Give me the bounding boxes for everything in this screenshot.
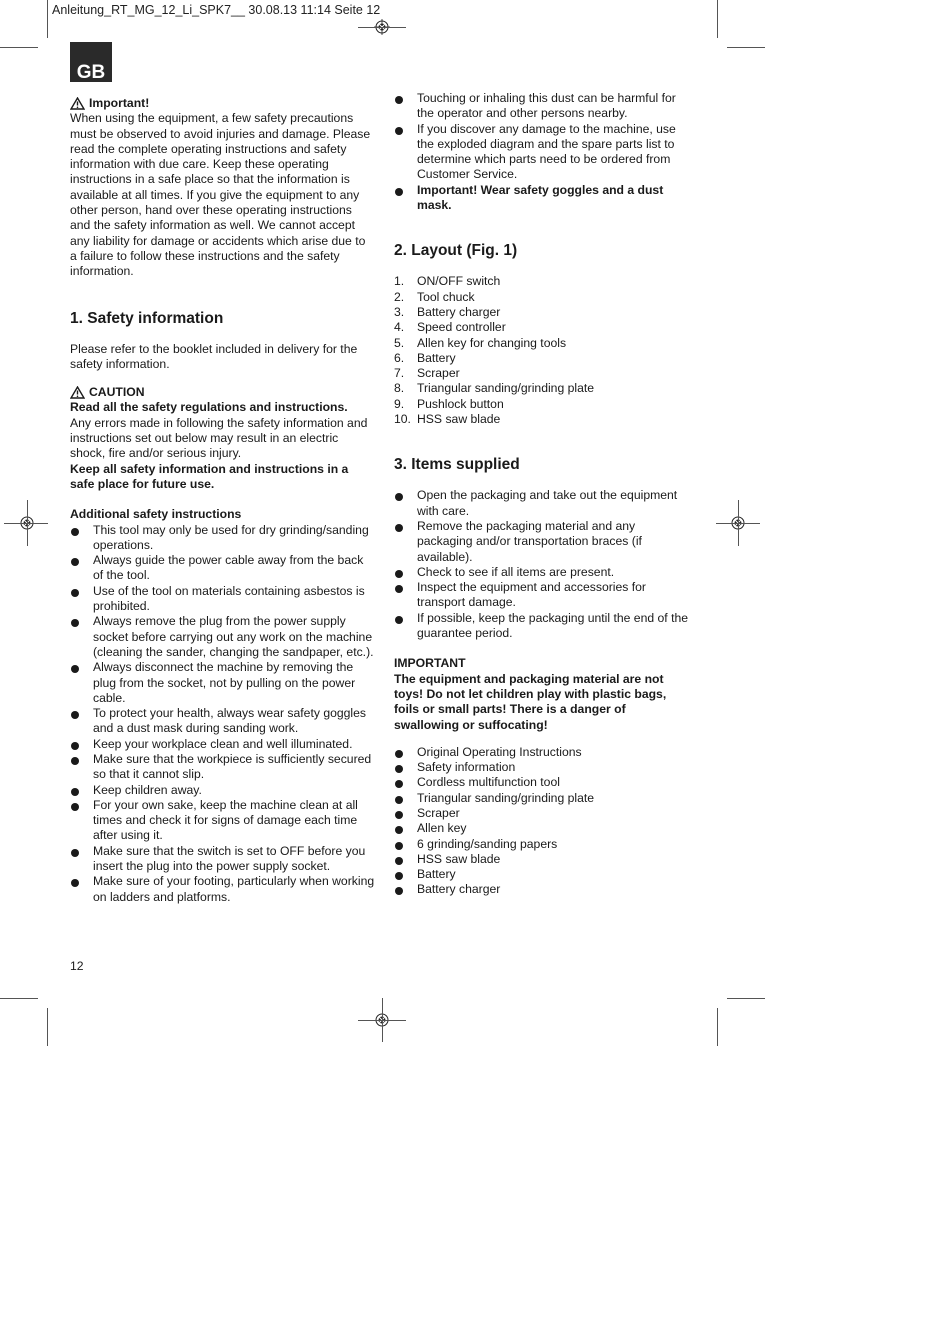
section1-title: 1. Safety information (70, 309, 224, 327)
supplied-steps-list (394, 488, 689, 641)
important-text: When using the equipment, a few safety precautions must be observed to avoid injuries and damage. Please read the complete operating instructions and safety information with due care. Keep these operating instructions in a safe place so that the information is available at all times. If you give the equipment to any other person, hand over these operating instructions and the safety information as well. We cannot accept any liability for damage or accidents which arise due to a failure to follow these instructions and the safety information. (70, 111, 371, 279)
list-item: Remove the packaging material and any packaging and/or transportation braces (if available). (394, 519, 689, 565)
list-item: 2. Tool chuck (394, 289, 475, 304)
list-item: 7. Scraper (394, 366, 460, 381)
left-column (70, 96, 375, 905)
section2-title: 2. Layout (Fig. 1) (394, 242, 518, 260)
additional-list (70, 523, 375, 905)
list-item: Cordless multifunction tool (394, 775, 689, 790)
supplied-items-list (394, 745, 689, 898)
list-item: Scraper (394, 806, 689, 821)
crop-mark (47, 1008, 48, 1046)
section1-text: Please refer to the booklet included in delivery for the safety information. (70, 341, 358, 371)
continued-list (394, 91, 689, 213)
crop-mark (727, 998, 765, 999)
caution-heading (70, 385, 375, 400)
list-item: To protect your health, always wear safety goggles and a dust mask during sanding work. (70, 706, 375, 737)
layout-list (394, 274, 689, 427)
important-heading (70, 96, 375, 111)
registration-line (716, 523, 760, 524)
list-item: Keep children away. (70, 783, 375, 798)
list-item: 1. ON/OFF switch (394, 274, 501, 289)
list-item: 6. Battery (394, 350, 456, 365)
list-item: Important! Wear safety goggles and a dust mask. (394, 183, 689, 214)
caution-bold-2: Keep all safety information and instructions in a safe place for future use. (70, 461, 349, 491)
list-item: Use of the tool on materials containing asbestos is prohibited. (70, 584, 375, 615)
list-item: If possible, keep the packaging until the end of the guarantee period. (394, 611, 689, 642)
section3-title: 3. Items supplied (394, 456, 520, 474)
right-column (394, 91, 689, 898)
crop-mark (47, 0, 48, 38)
crop-mark (717, 1008, 718, 1046)
list-item: Always guide the power cable away from the back of the tool. (70, 553, 375, 584)
list-item: Allen key (394, 821, 689, 836)
list-item: 4. Speed controller (394, 320, 506, 335)
list-item: 9. Pushlock button (394, 396, 504, 411)
list-item: Inspect the equipment and accessories for transport damage. (394, 580, 689, 611)
additional-heading: Additional safety instructions (70, 507, 242, 522)
list-item: Always remove the plug from the power supply socket before carrying out any work on the machine (cleaning the sander, changing the sandpaper, etc.). (70, 614, 375, 660)
crop-mark (727, 47, 765, 48)
caution-bold-1: Read all the safety regulations and instructions. (70, 400, 348, 415)
list-item: Triangular sanding/grinding plate (394, 791, 689, 806)
list-item: Touching or inhaling this dust can be harmful for the operator and other persons nearby. (394, 91, 689, 122)
registration-line (358, 27, 406, 28)
crop-mark (0, 998, 38, 999)
list-item: Make sure of your footing, particularly when working on ladders and platforms. (70, 874, 375, 905)
list-item: Always disconnect the machine by removing the plug from the socket, not by pulling on the power cable. (70, 660, 375, 706)
list-item: 8. Triangular sanding/grinding plate (394, 381, 595, 396)
registration-line (358, 1020, 406, 1021)
list-item: If you discover any damage to the machine, use the exploded diagram and the spare parts list to determine which parts need to be ordered from Customer Service. (394, 122, 689, 183)
registration-line (4, 523, 48, 524)
crop-mark (717, 0, 718, 38)
list-item: Battery charger (394, 882, 689, 897)
list-item: Battery (394, 867, 689, 882)
language-badge: GB (70, 42, 112, 82)
warning-triangle-icon (70, 97, 85, 110)
list-item: Open the packaging and take out the equipment with care. (394, 488, 689, 519)
caution-text: Any errors made in following the safety information and instructions set out below may result in an electric shock, fire and/or serious injury. (70, 415, 368, 461)
list-item: 3. Battery charger (394, 304, 501, 319)
list-item: Safety information (394, 760, 689, 775)
list-item: For your own sake, keep the machine clean at all times and check it for signs of damage each time after using it. (70, 798, 375, 844)
list-item: 5. Allen key for changing tools (394, 335, 567, 350)
important-label: Important! (89, 96, 150, 110)
page-number: 12 (70, 959, 84, 973)
list-item: 10. HSS saw blade (394, 412, 501, 427)
list-item: 6 grinding/sanding papers (394, 837, 689, 852)
list-item: Check to see if all items are present. (394, 565, 689, 580)
important-label-2: IMPORTANT (394, 656, 466, 671)
caution-label: CAUTION (89, 385, 145, 400)
list-item: HSS saw blade (394, 852, 689, 867)
crop-mark (0, 47, 38, 48)
list-item: Original Operating Instructions (394, 745, 689, 760)
print-slug: Anleitung_RT_MG_12_Li_SPK7__ 30.08.13 11:14 Seite 12 (52, 3, 381, 17)
list-item: Make sure that the switch is set to OFF before you insert the plug into the power supply socket. (70, 844, 375, 875)
list-item: Make sure that the workpiece is sufficiently secured so that it cannot slip. (70, 752, 375, 783)
warning-triangle-icon (70, 386, 85, 399)
important-warning-text: The equipment and packaging material are not toys! Do not let children play with plastic bags, foils or small parts! There is a danger of swallowing or suffocating! (394, 671, 667, 732)
list-item: This tool may only be used for dry grinding/sanding operations. (70, 523, 375, 554)
list-item: Keep your workplace clean and well illuminated. (70, 737, 375, 752)
